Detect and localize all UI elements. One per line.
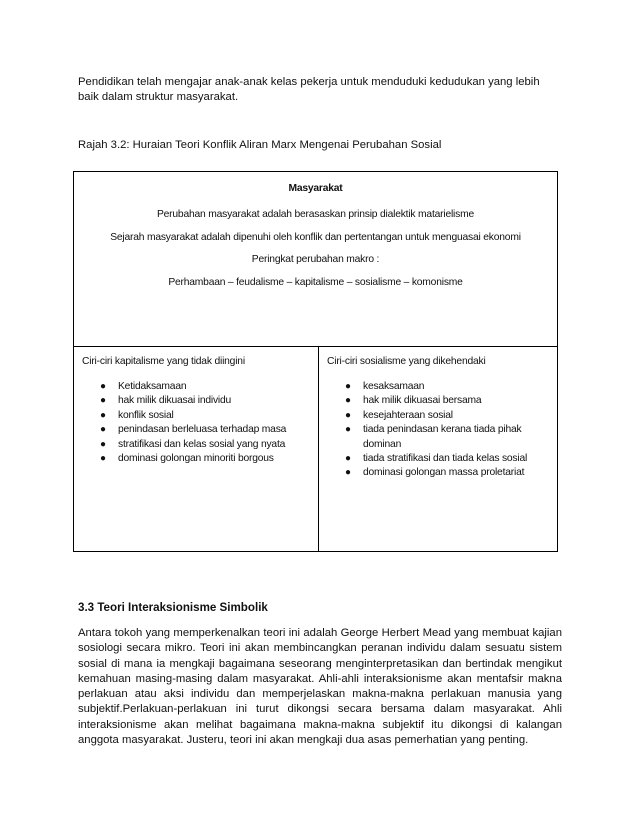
bullet-icon: ● [345,453,351,465]
diagram-summary-section [74,172,557,347]
socialism-list [339,380,533,481]
diagram-line-1: Perubahan masyarakat adalah berasaskan prinsip dialektik matarielisme [156,209,475,220]
capitalism-list [94,380,286,466]
diagram-line-4: Perhambaan – feudalisme – kapitalisme – sosialisme – komonisme [168,277,463,288]
list-item: ● Ketidaksamaan [94,380,286,394]
list-item: ● penindasan berleluasa terhadap masa [94,423,286,437]
bullet-icon: ● [345,424,351,436]
list-item: ● hak milik dikuasai bersama [339,394,533,408]
list-item: ● konflik sosial [94,409,286,423]
list-item: ● kesejahteraan sosial [339,409,533,423]
bullet-icon: ● [345,395,351,407]
diagram-line-2: Sejarah masyarakat adalah dipenuhi oleh konflik dan pertentangan untuk menguasai ekonomi [110,232,521,243]
theory-diagram-box [73,171,558,552]
bullet-icon: ● [100,381,106,392]
bullet-icon: ● [100,424,106,436]
bullet-icon: ● [345,381,351,392]
bullet-icon: ● [100,395,106,407]
list-item: ● stratifikasi dan kelas sosial yang nyata [94,438,286,452]
bullet-icon: ● [100,453,106,465]
list-item: ● kesaksamaan [339,380,533,394]
list-item: ● hak milik dikuasai individu [94,394,286,408]
list-item: ● tiada stratifikasi dan tiada kelas sosial [339,452,533,466]
list-item: ● dominasi golongan minoriti borgous [94,452,286,466]
capitalism-column-heading: Ciri-ciri kapitalisme yang tidak diingini [82,356,245,367]
section-heading: 3.3 Teori Interaksionisme Simbolik [78,601,268,614]
list-item: ● tiada penindasan kerana tiada pihak dominan [345,424,522,450]
capitalism-column [74,347,319,552]
bullet-icon: ● [100,438,106,450]
figure-caption: Rajah 3.2: Huraian Teori Konflik Aliran Marx Mengenai Perubahan Sosial [78,139,442,151]
bullet-icon: ● [100,409,106,421]
intro-paragraph: Pendidikan telah mengajar anak-anak kelas pekerja untuk menduduki kedudukan yang lebih baik dalam struktur masyarakat. [78,76,540,103]
list-item: ● dominasi golongan massa proletariat [339,466,533,480]
diagram-title: Masyarakat [288,183,343,194]
bullet-icon: ● [345,409,351,421]
diagram-line-3: Peringkat perubahan makro : [251,254,380,265]
socialism-column-heading: Ciri-ciri sosialisme yang dikehendaki [327,356,486,367]
body-paragraph: Antara tokoh yang memperkenalkan teori ini adalah George Herbert Mead yang membuat kajian sosiologi secara mikro. Teori ini akan membincangkan peranan individu dalam sesuatu sistem sosial di mana ia mengkaji bagaimana seseorang menginterpretasikan dan bertindak mengikut kemahuan masing-masing dalam masyarakat. Ahli-ahli interaksionisme akan mentafsir makna perlakuan atau aksi individu dan memperjelaskan makna-makna perlakuan manusia yang subjektif.Perlakuan-perlakuan ini turut dikongsi secara bersama dalam masyarakat. Ahli interaksionisme akan melihat bagaimana makna-makna subjektif itu dikongsi di kalangan anggota masyarakat. Justeru, teori ini akan mengkaji dua asas pemerhatian yang penting. [78,627,562,747]
bullet-icon: ● [345,467,351,479]
socialism-column [319,347,557,552]
